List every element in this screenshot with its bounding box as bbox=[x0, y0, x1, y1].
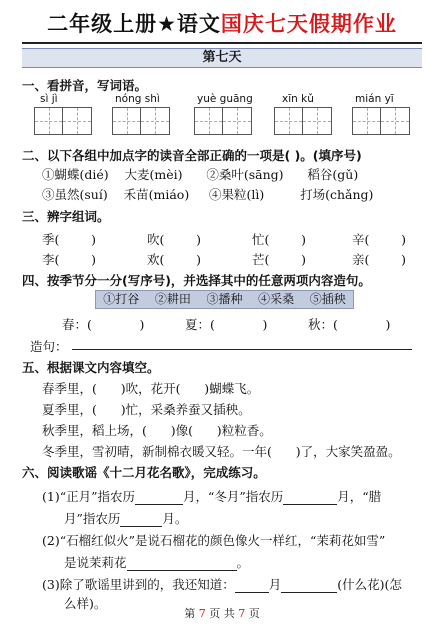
q1-heading: 一、看拼音，写词语。 bbox=[22, 78, 148, 93]
page-title bbox=[0, 8, 444, 38]
q6-part-1: (1)“正月”指农历 月，“冬月”指农历 月，“腊 bbox=[42, 489, 382, 504]
q1-pinyin-1: sì jì bbox=[40, 93, 58, 105]
q1-pinyin-3: yuè guāng bbox=[197, 93, 253, 105]
q6-blank-zhengyue[interactable] bbox=[135, 492, 183, 505]
q6-part-1-cont: 月”指农历 月。 bbox=[64, 511, 188, 526]
q6-blank-month[interactable] bbox=[235, 580, 269, 593]
q3-item-huan: 欢( ) bbox=[147, 252, 202, 267]
q1-answer-grid-5[interactable] bbox=[352, 107, 410, 135]
q2-heading: 二、以下各组中加点字的读音全部正确的一项是( )。(填序号) bbox=[22, 148, 362, 163]
q5-line-autumn: 秋季里，稻上场，( )像( )粒粒香。 bbox=[42, 423, 272, 438]
total-pages: 7 bbox=[238, 607, 246, 620]
q1-answer-grid-1[interactable] bbox=[34, 107, 92, 135]
q3-item-chui: 吹( ) bbox=[147, 232, 202, 247]
q1-answer-grid-3[interactable] bbox=[194, 107, 252, 135]
q2-options-line-2: ③虽然(suí) 禾苗(miáo) ④果粒(lì) 打场(chǎng) bbox=[42, 187, 374, 202]
title-red: 国庆七天假期作业 bbox=[220, 12, 397, 36]
q6-part-3-cont: 么样)。 bbox=[64, 596, 107, 611]
title-black: 二年级上册★语文 bbox=[47, 12, 221, 36]
q3-item-qin: 亲( ) bbox=[352, 252, 407, 267]
q3-heading: 三、辨字组词。 bbox=[22, 209, 110, 224]
q1-pinyin-5: mián yī bbox=[355, 93, 394, 105]
q6-blank-dongyue[interactable] bbox=[283, 492, 337, 505]
q4-autumn: 秋：( ) bbox=[308, 317, 391, 332]
q4-sentence-line[interactable] bbox=[72, 349, 412, 350]
q6-blank-moli[interactable] bbox=[127, 558, 237, 571]
q6-part-2: (2)“石榴红似火”是说石榴花的颜色像火一样红，“茉莉花如雪” bbox=[42, 533, 386, 548]
q3-item-ji: 季( ) bbox=[42, 232, 97, 247]
page-footer: 第 7 页 共 7 页 bbox=[184, 607, 260, 620]
q4-spring: 春：( ) bbox=[62, 317, 145, 332]
q3-item-mang2: 芒( ) bbox=[252, 252, 307, 267]
q4-summer: 夏：( ) bbox=[185, 317, 268, 332]
q6-heading: 六、阅读歌谣《十二月花名歌》，完成练习。 bbox=[22, 465, 266, 480]
q1-pinyin-4: xīn kǔ bbox=[282, 93, 314, 105]
q4-sentence-label: 造句： bbox=[30, 339, 68, 354]
q4-farm-options: ①打谷 ②耕田 ③播种 ④采桑 ⑤插秧 bbox=[95, 290, 354, 309]
current-page: 7 bbox=[198, 607, 206, 620]
q3-item-mang: 忙( ) bbox=[252, 232, 307, 247]
day-banner: 第七天 bbox=[22, 48, 422, 68]
q5-line-spring: 春季里，( )吹，花开( )蝴蝶飞。 bbox=[42, 381, 260, 396]
q1-answer-grid-2[interactable] bbox=[112, 107, 170, 135]
q4-heading: 四、按季节分一分(写序号)，并选择其中的任意两项内容造句。 bbox=[22, 273, 371, 288]
q5-line-summer: 夏季里，( )忙，采桑养蚕又插秧。 bbox=[42, 402, 251, 417]
q1-pinyin-2: nóng shì bbox=[115, 93, 160, 105]
q1-answer-grid-4[interactable] bbox=[274, 107, 332, 135]
q6-blank-flower[interactable] bbox=[281, 580, 337, 593]
q6-blank-layue[interactable] bbox=[120, 514, 162, 527]
q3-item-xin: 辛( ) bbox=[352, 232, 407, 247]
q6-part-3: (3)除了歌谣里讲到的，我还知道： 月 (什么花)(怎 bbox=[42, 577, 402, 592]
q5-heading: 五、根据课文内容填空。 bbox=[22, 360, 160, 375]
q3-item-li: 李( ) bbox=[42, 252, 97, 267]
q6-part-2-cont: 是说茉莉花 。 bbox=[64, 555, 250, 570]
q5-line-winter: 冬季里，雪初晴，新制棉衣暖又轻。一年( )了，大家笑盈盈。 bbox=[42, 444, 401, 459]
q2-options-line-1: ①蝴蝶(dié) 大麦(mèi) ②桑叶(sāng) 稻谷(gǔ) bbox=[42, 167, 359, 182]
title-divider bbox=[22, 42, 422, 44]
